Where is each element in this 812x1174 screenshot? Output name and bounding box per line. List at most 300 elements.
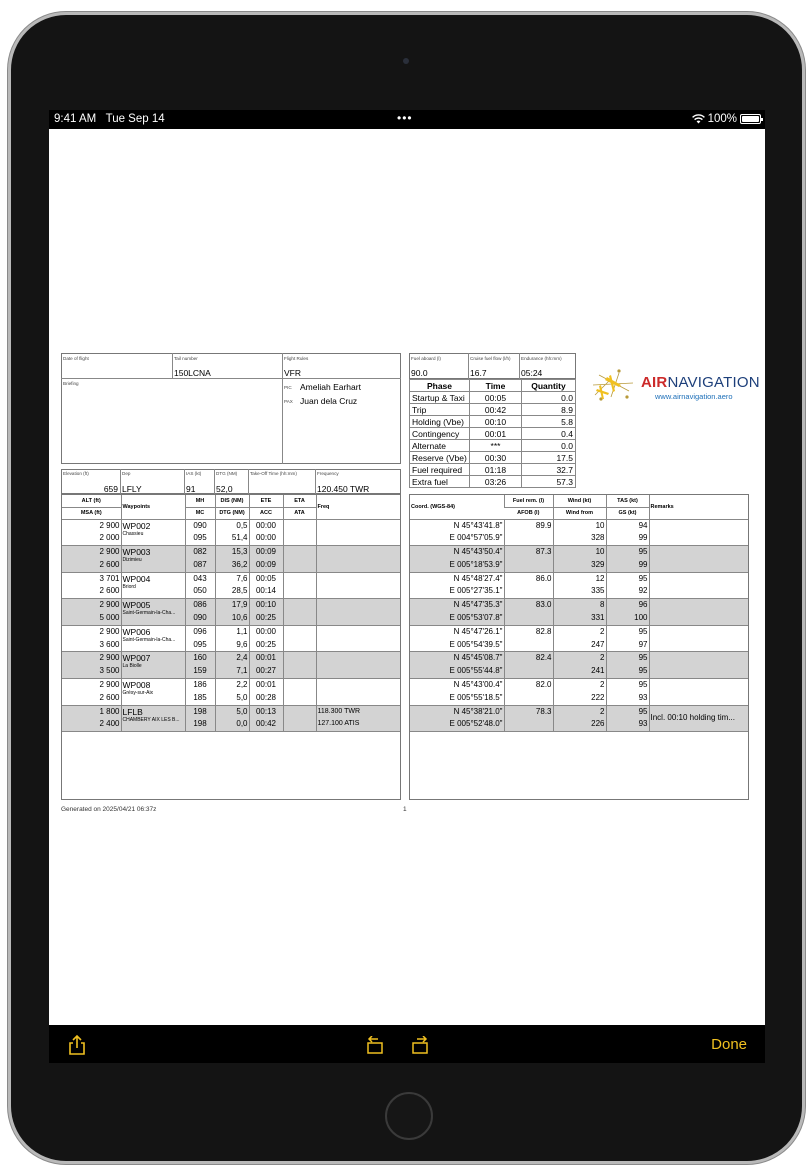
waypoint-cell — [121, 572, 185, 599]
mh-cell: 082 — [185, 546, 215, 559]
elevation-label: Elevation (ft) — [63, 471, 89, 476]
freq-cell — [316, 679, 400, 692]
fuel-cell: 00:01 — [470, 428, 522, 440]
mh-cell: 043 — [185, 572, 215, 585]
fuel-cell: Reserve (Vbe) — [410, 452, 470, 464]
screen — [49, 110, 765, 1063]
fuel-cell: 03:26 — [470, 476, 522, 488]
freq-cell — [316, 612, 400, 625]
remarks-cell — [649, 625, 748, 652]
waypoint-name: WP008 — [122, 680, 151, 691]
wind-cell: 2 — [553, 625, 606, 638]
lat-cell: N 45°43'50.4" — [410, 546, 504, 559]
fuel-cell: Alternate — [410, 440, 470, 452]
hdr-tas: TAS (kt) — [606, 495, 649, 507]
tas-cell: 95 — [606, 625, 649, 638]
lat-cell: N 45°48'27.4" — [410, 572, 504, 585]
waypoint-place: Chassieu — [122, 530, 144, 537]
hdr-fuel-rem: Fuel rem. (l) — [504, 495, 553, 507]
elevation-value: 659 — [103, 484, 118, 494]
fuel-cell: 00:42 — [470, 404, 522, 416]
wind-cell: 10 — [553, 519, 606, 532]
frequency-label: Frequency — [317, 471, 339, 476]
ete-cell: 00:13 — [249, 705, 283, 718]
lon-cell: E 005°54'39.5" — [449, 639, 503, 649]
fuel-cell: 0.4 — [522, 428, 576, 440]
mh-cell: 186 — [185, 679, 215, 692]
msa-cell: 5 000 — [62, 612, 121, 625]
route-row — [62, 652, 400, 665]
fuel-row — [410, 440, 576, 452]
coords-bottom-border — [410, 732, 748, 733]
coord-row — [410, 679, 748, 692]
waypoint-place: Grésy-sur-Aix — [122, 690, 154, 697]
mc-cell: 198 — [185, 718, 215, 731]
ata-cell — [283, 692, 316, 705]
wind-cell: 2 — [553, 705, 606, 718]
wind-from-cell: 335 — [553, 585, 606, 598]
flight-info-box — [61, 353, 401, 464]
hdr-freq: Freq — [316, 495, 400, 519]
route-row — [62, 665, 400, 678]
dep-label: Dep — [122, 471, 131, 476]
wind-from-cell: 331 — [553, 612, 606, 625]
fuel-cell: Contingency — [410, 428, 470, 440]
logo-url: www.airnavigation.aero — [655, 392, 733, 401]
fuel-cell: 00:05 — [470, 392, 522, 404]
mc-cell: 185 — [185, 692, 215, 705]
wind-from-cell: 226 — [553, 718, 606, 731]
empty-cell — [649, 732, 748, 733]
remarks-cell — [649, 572, 748, 599]
logo-air: AIR — [641, 374, 668, 391]
lon-cell: E 005°55'18.5" — [449, 692, 503, 702]
wind-from-cell: 241 — [553, 665, 606, 678]
fuel-cell: 17.5 — [522, 452, 576, 464]
msa-cell: 2 000 — [99, 533, 120, 543]
wind-cell: 2 — [553, 652, 606, 665]
fuel-flow-value: 16.7 — [470, 368, 487, 378]
freq-cell — [316, 652, 400, 665]
hdr-waypoints: Waypoints — [121, 495, 185, 519]
acc-cell: 00:27 — [249, 665, 283, 678]
fuel-rem-cell: 83.0 — [504, 599, 553, 612]
afob-cell — [504, 692, 553, 705]
waypoint-name: WP007 — [122, 653, 151, 664]
fuel-cell: 32.7 — [522, 464, 576, 476]
hdr-coord: Coord. (WGS-84) — [410, 495, 504, 519]
logo-navigation: NAVIGATION — [667, 374, 760, 391]
hdr-eta: ETA — [283, 495, 316, 507]
mc-cell: 090 — [185, 612, 215, 625]
bottom-toolbar — [49, 1025, 765, 1063]
fuel-cell: Extra fuel — [410, 476, 470, 488]
dtg-cell: 51,4 — [215, 532, 249, 545]
coords-table — [410, 495, 748, 732]
hdr-ata: ATA — [283, 507, 316, 519]
route-row — [62, 625, 400, 638]
waypoint-name: WP005 — [122, 600, 151, 611]
fuel-header-time: Time — [470, 380, 522, 392]
acc-cell: 00:14 — [249, 585, 283, 598]
alt-cell: 2 900 — [62, 625, 121, 638]
freq-cell — [316, 532, 400, 545]
coord-row — [410, 705, 748, 718]
gs-cell: 100 — [606, 612, 649, 625]
rotate-left-icon[interactable] — [364, 1036, 386, 1054]
ete-cell: 00:09 — [249, 546, 283, 559]
dtg-cell: 5,0 — [215, 692, 249, 705]
empty-cell — [283, 732, 316, 733]
mc-cell: 095 — [185, 532, 215, 545]
empty-cell — [249, 732, 283, 733]
route-row — [62, 718, 400, 731]
rotate-right-icon[interactable] — [409, 1036, 431, 1054]
date-label: Date of flight — [63, 356, 89, 361]
fuel-row — [410, 404, 576, 416]
freq-cell — [316, 585, 400, 598]
ata-cell — [283, 639, 316, 652]
eta-cell — [283, 652, 316, 665]
status-bar — [49, 110, 765, 129]
hdr-wind-from: Wind from — [553, 507, 606, 519]
fuel-flow-label: Cruise fuel flow (l/h) — [470, 356, 511, 361]
rules-label: Flight Rules — [284, 356, 309, 361]
lon-cell: E 005°27'35.1" — [449, 586, 503, 596]
multitask-dots[interactable]: ••• — [397, 111, 413, 125]
dep-value: LFLY — [122, 484, 142, 494]
lat-cell: N 45°43'41.8" — [410, 519, 504, 532]
acc-cell: 00:09 — [249, 559, 283, 572]
ete-cell: 00:10 — [249, 599, 283, 612]
mc-cell: 050 — [185, 585, 215, 598]
dtg-value: 52,0 — [216, 484, 233, 494]
lat-cell: N 45°47'35.3" — [410, 599, 504, 612]
afob-cell — [504, 718, 553, 731]
tail-value: 150LCNA — [174, 368, 211, 378]
lat-cell: N 45°38'21.0" — [410, 705, 504, 718]
hdr-dis: DIS (NM) — [215, 495, 249, 507]
route-row — [62, 519, 400, 532]
route-row — [62, 639, 400, 652]
msa-cell: 3 600 — [99, 639, 120, 649]
tas-cell: 95 — [606, 705, 649, 718]
dis-cell: 5,0 — [215, 705, 249, 718]
dtg-cell: 9,6 — [215, 639, 249, 652]
fuel-table — [409, 379, 576, 488]
ata-cell — [283, 612, 316, 625]
afob-cell — [504, 532, 553, 545]
ete-cell: 00:00 — [249, 625, 283, 638]
alt-cell: 1 800 — [62, 705, 121, 718]
mh-cell: 160 — [185, 652, 215, 665]
hdr-ete: ETE — [249, 495, 283, 507]
tas-cell: 95 — [606, 652, 649, 665]
eta-cell — [283, 705, 316, 718]
airplane-logo-icon — [589, 363, 637, 407]
freq-cell: 127.100 ATIS — [316, 718, 400, 731]
acc-cell: 00:00 — [249, 532, 283, 545]
remarks-cell — [649, 599, 748, 626]
route-table — [62, 495, 400, 732]
waypoint-cell — [121, 546, 185, 573]
route-row — [62, 572, 400, 585]
dtg-cell: 7,1 — [215, 665, 249, 678]
mc-cell: 087 — [185, 559, 215, 572]
endurance-value: 05:24 — [521, 368, 543, 378]
ete-cell: 00:05 — [249, 572, 283, 585]
mc-cell: 159 — [185, 665, 215, 678]
gs-cell: 95 — [606, 665, 649, 678]
msa-cell: 2 600 — [62, 559, 121, 572]
dis-cell: 1,1 — [215, 625, 249, 638]
alt-cell: 2 900 — [62, 599, 121, 612]
empty-cell — [410, 732, 504, 733]
eta-cell — [283, 572, 316, 585]
coord-row — [410, 625, 748, 638]
dtg-label: DTG (NM) — [216, 471, 238, 476]
mc-cell: 095 — [185, 639, 215, 652]
waypoint-cell — [121, 625, 185, 652]
wind-from-cell: 222 — [553, 692, 606, 705]
afob-cell — [504, 665, 553, 678]
waypoint-cell — [121, 652, 185, 679]
afob-cell — [504, 639, 553, 652]
empty-cell — [504, 732, 553, 733]
fuel-cell: 57.3 — [522, 476, 576, 488]
fuel-cell: Startup & Taxi — [410, 392, 470, 404]
acc-cell: 00:25 — [249, 639, 283, 652]
fuel-rem-cell: 78.3 — [504, 705, 553, 718]
dis-cell: 7,6 — [215, 572, 249, 585]
eta-cell — [283, 519, 316, 532]
freq-cell — [316, 625, 400, 638]
eta-cell — [283, 599, 316, 612]
freq-cell — [316, 639, 400, 652]
fuel-cell: Holding (Vbe) — [410, 416, 470, 428]
ias-label: IAS (kt) — [186, 471, 202, 476]
wind-cell: 8 — [553, 599, 606, 612]
waypoint-place: Saint-Germain-la-Cha... — [122, 636, 176, 643]
route-row — [62, 532, 400, 545]
ete-cell: 00:01 — [249, 679, 283, 692]
route-row — [62, 599, 400, 612]
fuel-header-phase: Phase — [410, 380, 470, 392]
msa-cell: 2 600 — [99, 586, 120, 596]
wind-cell: 12 — [553, 572, 606, 585]
done-button[interactable]: Done — [711, 1036, 747, 1053]
mh-cell: 086 — [185, 599, 215, 612]
acc-cell: 00:42 — [249, 718, 283, 731]
coord-row — [410, 652, 748, 665]
gs-cell: 99 — [606, 532, 649, 545]
fuel-rem-cell: 87.3 — [504, 546, 553, 559]
lon-cell: E 004°57'05.9" — [449, 533, 503, 543]
waypoint-place: Briord — [122, 583, 136, 590]
tas-cell: 94 — [606, 519, 649, 532]
waypoint-cell — [121, 599, 185, 626]
hdr-gs: GS (kt) — [606, 507, 649, 519]
fuel-row — [410, 452, 576, 464]
fuel-rem-cell: 82.0 — [504, 679, 553, 692]
eta-cell — [283, 679, 316, 692]
msa-cell: 3 500 — [62, 665, 121, 678]
empty-cell — [215, 732, 249, 733]
empty-cell — [553, 732, 606, 733]
dis-cell: 2,4 — [215, 652, 249, 665]
fuel-cell: Fuel required — [410, 464, 470, 476]
hdr-msa: MSA (ft) — [62, 507, 121, 519]
dis-cell: 0,5 — [215, 519, 249, 532]
acc-cell: 00:25 — [249, 612, 283, 625]
ata-cell — [283, 532, 316, 545]
front-camera — [403, 58, 409, 64]
wifi-icon — [692, 114, 705, 124]
hdr-remarks: Remarks — [649, 495, 748, 519]
rules-value: VFR — [284, 368, 301, 378]
hdr-dtg: DTG (NM) — [215, 507, 249, 519]
hdr-acc: ACC — [249, 507, 283, 519]
pax-label: PAX — [284, 399, 293, 404]
dtg-cell: 36,2 — [215, 559, 249, 572]
tas-cell: 95 — [606, 546, 649, 559]
gs-cell: 99 — [606, 559, 649, 572]
waypoint-place: Dizimieu — [122, 557, 142, 564]
dis-cell: 15,3 — [215, 546, 249, 559]
waypoint-name: WP004 — [122, 573, 151, 584]
battery-icon — [740, 114, 761, 124]
remarks-cell: Incl. 00:10 holding tim... — [649, 705, 748, 732]
lon-cell: E 005°53'07.8" — [410, 612, 504, 625]
afob-cell — [504, 559, 553, 572]
pax-value: Juan dela Cruz — [300, 396, 358, 406]
freq-cell — [316, 546, 400, 559]
empty-cell — [316, 732, 400, 733]
route-row — [62, 679, 400, 692]
fuel-cell: 8.9 — [522, 404, 576, 416]
coord-row — [410, 599, 748, 612]
remarks-cell — [649, 652, 748, 679]
route-row — [62, 546, 400, 559]
hdr-mc: MC — [185, 507, 215, 519]
hdr-afob: AFOB (l) — [504, 507, 553, 519]
dtg-cell: 28,5 — [215, 585, 249, 598]
gs-cell: 92 — [606, 585, 649, 598]
lon-cell: E 005°55'44.8" — [410, 665, 504, 678]
lat-cell: N 45°47'26.1" — [410, 625, 504, 638]
alt-cell: 2 900 — [62, 652, 121, 665]
acc-cell: 00:28 — [249, 692, 283, 705]
tail-label: Tail number — [174, 356, 198, 361]
afob-cell — [504, 612, 553, 625]
ata-cell — [283, 718, 316, 731]
airnavigation-logo — [589, 363, 759, 411]
freq-cell — [316, 519, 400, 532]
alt-cell: 2 900 — [62, 546, 121, 559]
fuel-row — [410, 476, 576, 488]
gs-cell: 97 — [606, 639, 649, 652]
waypoint-place: CHAMBERY AIX LES B... — [122, 716, 180, 723]
fuel-row — [410, 416, 576, 428]
wind-cell: 10 — [553, 546, 606, 559]
eta-cell — [283, 625, 316, 638]
ata-cell — [283, 585, 316, 598]
freq-cell — [316, 599, 400, 612]
fuel-aboard-label: Fuel aboard (l) — [411, 356, 441, 361]
lat-cell: N 45°43'00.4" — [410, 679, 504, 692]
route-bottom-border — [62, 732, 400, 733]
hdr-mh: MH — [185, 495, 215, 507]
ata-cell — [283, 559, 316, 572]
freq-cell — [316, 572, 400, 585]
empty-cell — [606, 732, 649, 733]
fuel-rem-cell: 82.4 — [504, 652, 553, 665]
alt-cell: 2 900 — [62, 679, 121, 692]
fuel-row — [410, 464, 576, 476]
briefing-label: Briefing — [63, 381, 79, 386]
tas-cell: 96 — [606, 599, 649, 612]
coord-row — [410, 572, 748, 585]
dis-cell: 17,9 — [215, 599, 249, 612]
fuel-cell: 0.0 — [522, 440, 576, 452]
fuel-header-quantity: Quantity — [522, 380, 576, 392]
waypoint-place: Saint-Germain-la-Cha... — [122, 610, 176, 617]
waypoint-name: WP003 — [122, 547, 151, 558]
gs-cell: 93 — [606, 718, 649, 731]
share-icon[interactable] — [67, 1034, 87, 1056]
freq-cell — [316, 692, 400, 705]
lat-cell: N 45°45'08.7" — [410, 652, 504, 665]
alt-cell: 3 701 — [62, 572, 121, 585]
freq-cell: 118.300 TWR — [316, 705, 400, 718]
ete-cell: 00:00 — [249, 519, 283, 532]
hdr-wind: Wind (kt) — [553, 495, 606, 507]
waypoint-cell — [121, 679, 185, 706]
alt-cell: 2 900 — [62, 519, 121, 532]
ete-cell: 00:01 — [249, 652, 283, 665]
pic-label: PIC — [284, 385, 292, 390]
fuel-row — [410, 428, 576, 440]
fuel-cell: 5.8 — [522, 416, 576, 428]
waypoint-name: LFLB — [122, 706, 143, 717]
fuel-cell: 00:10 — [470, 416, 522, 428]
fuel-cell: Trip — [410, 404, 470, 416]
wind-from-cell: 328 — [553, 532, 606, 545]
remarks-cell — [649, 519, 748, 546]
waypoint-name: WP002 — [122, 520, 151, 531]
hdr-alt: ALT (ft) — [81, 497, 101, 504]
ata-cell — [283, 665, 316, 678]
dtg-cell: 10,6 — [215, 612, 249, 625]
empty-cell — [185, 732, 215, 733]
route-row — [62, 705, 400, 718]
fuel-rem-cell: 89.9 — [504, 519, 553, 532]
gs-cell: 93 — [606, 692, 649, 705]
route-row — [62, 585, 400, 598]
afob-cell — [504, 585, 553, 598]
page-number: 1 — [403, 806, 407, 813]
mh-cell: 090 — [185, 519, 215, 532]
empty-cell — [121, 732, 185, 733]
home-button[interactable] — [385, 1092, 433, 1140]
waypoint-place: La Biolle — [122, 663, 142, 670]
wind-from-cell: 247 — [553, 639, 606, 652]
mh-cell: 096 — [185, 625, 215, 638]
route-row — [62, 612, 400, 625]
waypoint-name: WP006 — [122, 626, 151, 637]
mh-cell: 198 — [185, 705, 215, 718]
route-row — [62, 692, 400, 705]
